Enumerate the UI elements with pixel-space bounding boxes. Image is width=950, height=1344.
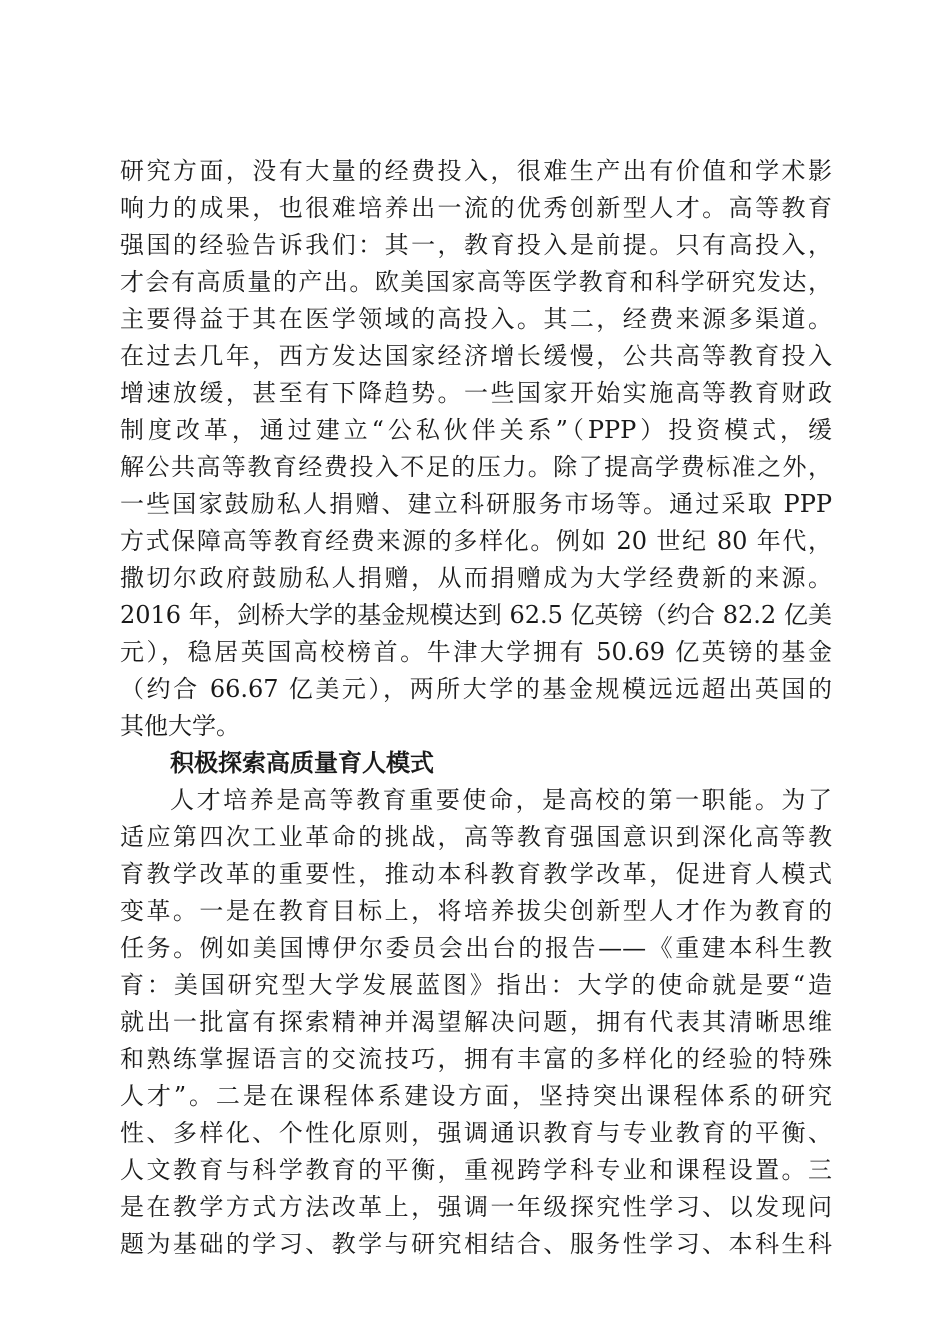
text-line: 是在教学方式方法改革上，强调一年级探究性学习、以发现问	[120, 1193, 832, 1221]
text-line: 题为基础的学习、教学与研究相结合、服务性学习、本科生科	[120, 1230, 832, 1258]
text-line: 人才培养是高等教育重要使命，是高校的第一职能。为了	[170, 786, 832, 814]
section-heading: 积极探索高质量育人模式	[170, 749, 434, 777]
text-line: 响力的成果，也很难培养出一流的优秀创新型人才。高等教育	[120, 194, 832, 222]
paragraph-funding	[120, 153, 832, 745]
text-line: 育：美国研究型大学发展蓝图》指出：大学的使命就是要“造	[120, 971, 832, 999]
text-line: 和熟练掌握语言的交流技巧，拥有丰富的多样化的经验的特殊	[120, 1045, 832, 1073]
paragraph-talent-cultivation	[120, 782, 832, 1263]
text-line: 主要得益于其在医学领域的高投入。其二，经费来源多渠道。	[120, 305, 832, 333]
text-line: 撒切尔政府鼓励私人捐赠，从而捐赠成为大学经费新的来源。	[120, 564, 832, 592]
text-line: 育教学改革的重要性，推动本科教育教学改革，促进育人模式	[120, 860, 832, 888]
text-line: 一些国家鼓励私人捐赠、建立科研服务市场等。通过采取 PPP	[120, 490, 832, 518]
text-line: 制度改革，通过建立“公私伙伴关系”（PPP）投资模式，缓	[120, 416, 832, 444]
text-line: 强国的经验告诉我们：其一，教育投入是前提。只有高投入，	[120, 231, 832, 259]
text-line: 2016 年，剑桥大学的基金规模达到 62.5 亿英镑（约合 82.2 亿美	[120, 601, 832, 629]
text-line: 增速放缓，甚至有下降趋势。一些国家开始实施高等教育财政	[120, 379, 832, 407]
text-line: 人才”。二是在课程体系建设方面，坚持突出课程体系的研究	[120, 1082, 832, 1110]
text-line: 性、多样化、个性化原则，强调通识教育与专业教育的平衡、	[120, 1119, 832, 1147]
text-line: 才会有高质量的产出。欧美国家高等医学教育和科学研究发达，	[120, 268, 832, 296]
text-line: 适应第四次工业革命的挑战，高等教育强国意识到深化高等教	[120, 823, 832, 851]
text-line: （约合 66.67 亿美元），两所大学的基金规模远远超出英国的	[120, 675, 832, 703]
text-line: 元），稳居英国高校榜首。牛津大学拥有 50.69 亿英镑的基金	[120, 638, 832, 666]
text-line: 人文教育与科学教育的平衡，重视跨学科专业和课程设置。三	[120, 1156, 832, 1184]
text-line: 其他大学。	[120, 712, 240, 740]
text-line: 解公共高等教育经费投入不足的压力。除了提高学费标准之外，	[120, 453, 832, 481]
text-line: 方式保障高等教育经费来源的多样化。例如 20 世纪 80 年代，	[120, 527, 832, 555]
text-line: 研究方面，没有大量的经费投入，很难生产出有价值和学术影	[120, 157, 832, 185]
text-line: 任务。例如美国博伊尔委员会出台的报告——《重建本科生教	[120, 934, 832, 962]
body-text	[120, 153, 832, 1263]
text-line: 变革。一是在教育目标上，将培养拔尖创新型人才作为教育的	[120, 897, 832, 925]
text-line: 就出一批富有探索精神并渴望解决问题，拥有代表其清晰思维	[120, 1008, 832, 1036]
text-line: 在过去几年，西方发达国家经济增长缓慢，公共高等教育投入	[120, 342, 832, 370]
